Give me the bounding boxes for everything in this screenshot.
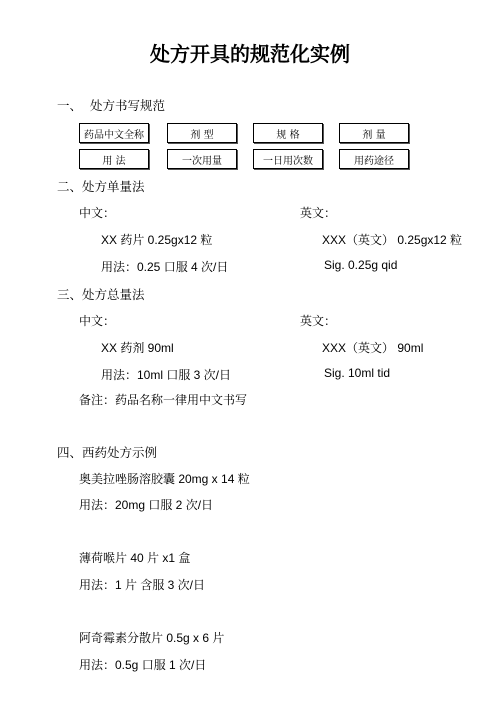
spec-box: 剂 型 — [167, 123, 237, 143]
chinese-usage-line: 用法：10ml 口服 3 次/日 — [101, 368, 232, 382]
section-3-heading: 三、处方总量法 — [57, 287, 145, 302]
spec-box: 用药途径 — [339, 149, 409, 169]
spec-box: 规 格 — [253, 123, 323, 143]
chinese-drug-line: XX 药片 0.25gx12 粒 — [101, 233, 213, 247]
english-usage-line: Sig. 10ml tid — [324, 366, 391, 380]
chinese-drug-line: XX 药剂 90ml — [101, 341, 174, 355]
section-4-heading: 四、西药处方示例 — [57, 445, 158, 460]
english-drug-line: XXX（英文） 0.25gx12 粒 — [322, 233, 463, 247]
section-2-heading: 二、处方单量法 — [57, 179, 145, 194]
spec-box: 一次用量 — [167, 149, 237, 169]
page-title: 处方开具的规范化实例 — [150, 42, 350, 66]
example-usage-line: 用法：20mg 口服 2 次/日 — [79, 498, 214, 512]
example-usage-line: 用法：0.5g 口服 1 次/日 — [79, 658, 207, 672]
english-usage-line: Sig. 0.25g qid — [324, 258, 398, 272]
note-line: 备注：药品名称一律用中文书写 — [79, 393, 248, 407]
spec-box: 剂 量 — [339, 123, 409, 143]
section-1-number: 一、 — [57, 98, 83, 113]
chinese-usage-line: 用法：0.25 口服 4 次/日 — [101, 260, 229, 274]
english-label: 英文： — [300, 206, 337, 220]
spec-box: 一日用次数 — [253, 149, 323, 169]
spec-box: 药品中文全称 — [79, 123, 149, 143]
example-drug-line: 阿奇霉素分散片 0.5g x 6 片 — [79, 631, 225, 645]
section-1-heading: 处方书写规范 — [90, 98, 166, 113]
english-label: 英文： — [300, 314, 337, 328]
chinese-label: 中文： — [79, 206, 116, 220]
spec-box: 用 法 — [79, 149, 149, 169]
chinese-label: 中文： — [79, 314, 116, 328]
example-drug-line: 奥美拉唑肠溶胶囊 20mg x 14 粒 — [79, 472, 250, 486]
english-drug-line: XXX（英文） 90ml — [322, 341, 424, 355]
example-usage-line: 用法：1 片 含服 3 次/日 — [79, 578, 206, 592]
example-drug-line: 薄荷喉片 40 片 x1 盒 — [79, 551, 191, 565]
